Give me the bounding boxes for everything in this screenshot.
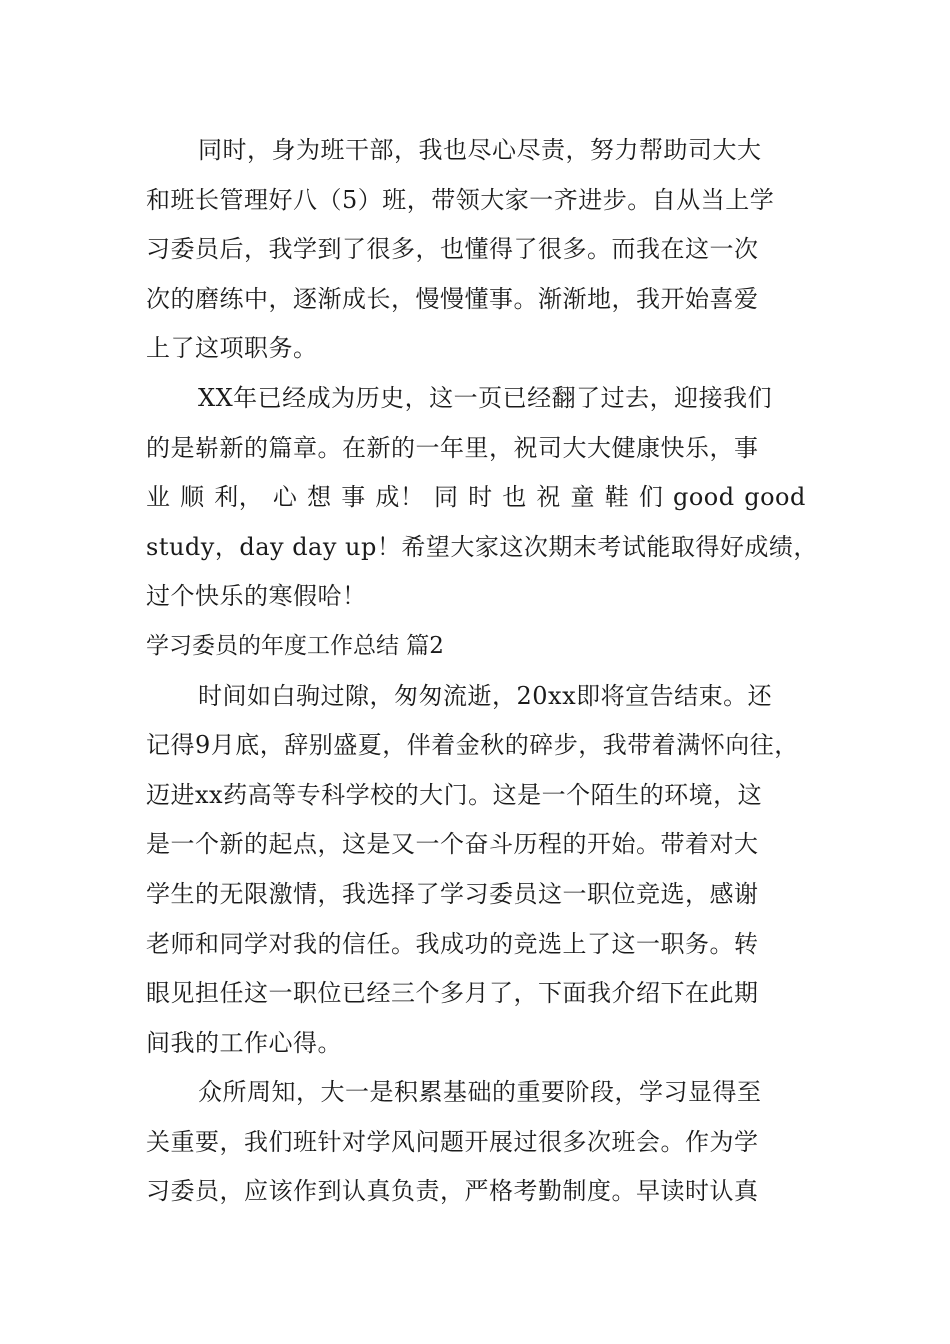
paragraph-3-line-1: 时间如白驹过隙，匆匆流逝，20xx即将宣告结束。还 (198, 681, 773, 710)
paragraph-1-line-4: 次的磨练中，逐渐成长，慢慢懂事。渐渐地，我开始喜爱 (146, 284, 759, 313)
word: 想 (307, 483, 332, 512)
paragraph-3-line-6: 老师和同学对我的信任。我成功的竞选上了这一职务。转 (146, 929, 759, 958)
paragraph-3-line-4: 是一个新的起点，这是又一个奋斗历程的开始。带着对大 (146, 830, 759, 859)
word: 们 (638, 483, 664, 512)
word: 业 (146, 483, 171, 512)
paragraph-1-line-1: 同时，身为班干部，我也尽心尽责，努力帮助司大大 (198, 136, 762, 164)
paragraph-2-line-3 (146, 473, 806, 523)
word: 童 (570, 483, 596, 512)
paragraph-4-line-1: 众所周知，大一是积累基础的重要阶段，学习显得至 (198, 1078, 762, 1107)
paragraph-1-line-5: 上了这项职务。 (146, 334, 318, 363)
word: 心 (272, 483, 298, 512)
word: 也 (502, 483, 527, 512)
word: good (744, 483, 806, 512)
paragraph-2-line-1: XX年已经成为历史，这一页已经翻了过去，迎接我们 (198, 383, 773, 412)
section-heading: 学习委员的年度工作总结 篇2 (146, 632, 444, 659)
paragraph-3-line-2: 记得9月底，辞别盛夏，伴着金秋的碎步，我带着满怀向往， (146, 731, 799, 760)
paragraph-2-line-5: 过个快乐的寒假哈！ (146, 582, 367, 611)
paragraph-1-line-2: 和班长管理好八（5）班，带领大家一齐进步。自从当上学 (146, 185, 775, 214)
word: good (672, 483, 735, 512)
paragraph-3-line-3: 迈进xx药高等专科学校的大门。这是一个陌生的环境，这 (146, 780, 763, 809)
paragraph-3-line-8: 间我的工作心得。 (146, 1028, 342, 1057)
paragraph-2-line-4: study，day day up！希望大家这次期末考试能取得好成绩， (146, 532, 818, 561)
word: 祝 (536, 483, 561, 512)
paragraph-4-line-2: 关重要，我们班针对学风问题开展过很多次班会。作为学 (146, 1127, 759, 1156)
word: 时 (468, 483, 493, 512)
word: 成！ (375, 483, 425, 512)
paragraph-2-line-2: 的是崭新的篇章。在新的一年里，祝司大大健康快乐，事 (146, 433, 759, 462)
paragraph-3-line-7: 眼见担任这一职位已经三个多月了，下面我介绍下在此期 (146, 979, 759, 1008)
paragraph-1-line-3: 习委员后，我学到了很多，也懂得了很多。而我在这一次 (146, 235, 759, 264)
word: 同 (433, 483, 459, 512)
word: 顺 (180, 483, 205, 512)
paragraph-4-line-3: 习委员，应该作到认真负责，严格考勤制度。早读时认真 (146, 1177, 759, 1206)
paragraph-3-line-5: 学生的无限激情，我选择了学习委员这一职位竞选，感谢 (146, 879, 759, 908)
word: 鞋 (604, 483, 630, 512)
document-page (146, 126, 818, 1217)
word: 利， (214, 483, 264, 512)
word: 事 (341, 483, 366, 512)
